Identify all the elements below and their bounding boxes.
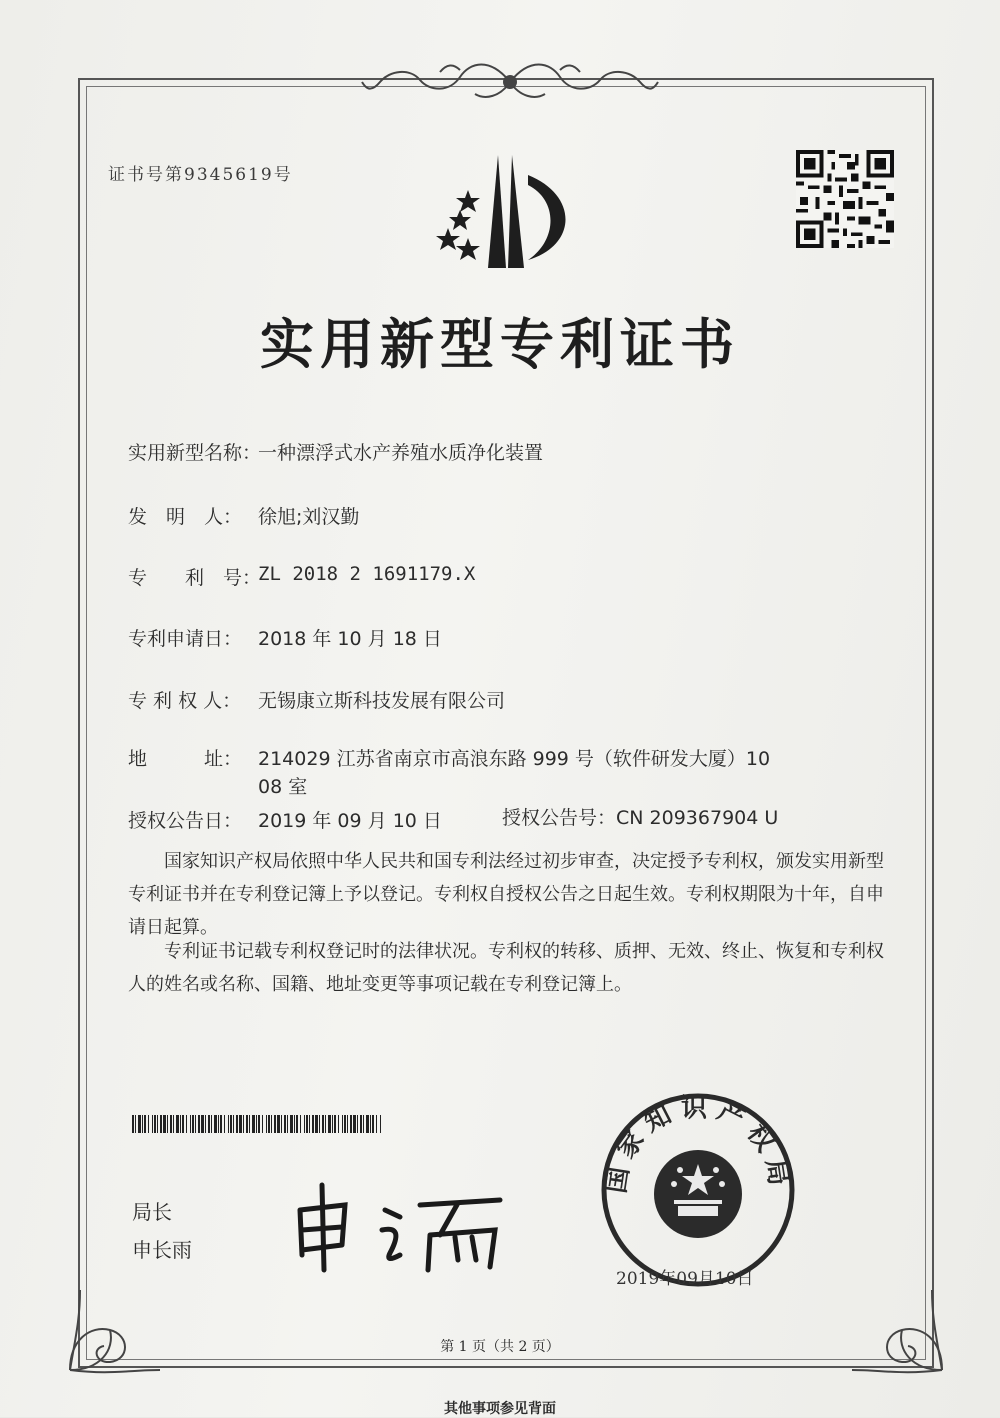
barcode-bar xyxy=(170,1115,172,1133)
barcode-bar xyxy=(370,1115,371,1133)
barcode-bar xyxy=(195,1115,196,1133)
field-value: 一种漂浮式水产养殖水质净化装置 xyxy=(258,442,544,464)
barcode-bar xyxy=(214,1115,217,1133)
barcode-bar xyxy=(290,1115,293,1133)
barcode-bar xyxy=(249,1115,250,1133)
field-inventor xyxy=(0,502,1000,532)
barcode-bar xyxy=(256,1115,257,1133)
barcode-bar xyxy=(357,1115,358,1133)
barcode-bar xyxy=(376,1115,377,1133)
barcode-bar xyxy=(208,1115,210,1133)
barcode-bar xyxy=(258,1115,260,1133)
barcode-bar xyxy=(201,1115,204,1133)
barcode-bar xyxy=(160,1115,162,1133)
barcode-bar xyxy=(154,1115,156,1133)
barcode-bar xyxy=(224,1115,225,1133)
field-label: 授权公告号： xyxy=(502,807,617,829)
barcode-bar xyxy=(309,1115,310,1133)
field-label: 授权公告日： xyxy=(128,810,243,832)
barcode-bar xyxy=(296,1115,298,1133)
barcode-bar xyxy=(173,1115,174,1133)
certificate-number: 证书号第9345619号 xyxy=(108,165,293,185)
barcode-bar xyxy=(315,1115,318,1133)
barcode-bar xyxy=(132,1115,134,1133)
barcode-bar xyxy=(294,1115,295,1133)
barcode-bar xyxy=(182,1115,184,1133)
barcode-bar xyxy=(319,1115,320,1133)
barcode-bar xyxy=(163,1115,166,1133)
field-address xyxy=(0,744,1000,804)
field-grant-number xyxy=(502,803,778,833)
field-value-line1: 214029 江苏省南京市高浪东路 999 号（软件研发大厦）10 xyxy=(258,748,771,770)
barcode-bar xyxy=(304,1115,305,1133)
barcode-bar xyxy=(211,1115,212,1133)
barcode-bar xyxy=(144,1115,146,1133)
barcode-bar xyxy=(205,1115,206,1133)
barcode-bar xyxy=(277,1115,280,1133)
barcode-bar xyxy=(380,1115,381,1133)
field-label: 发 明 人： xyxy=(128,506,243,528)
barcode-bar xyxy=(220,1115,222,1133)
barcode-bar xyxy=(338,1115,339,1133)
barcode-bar xyxy=(360,1115,362,1133)
signatory-title: 局长 xyxy=(132,1200,172,1224)
legal-paragraph-1: 国家知识产权局依照中华人民共和国专利法经过初步审查，决定授予专利权，颁发实用新型专利证书并在专利登记簿上予以登记。专利权自授权公告之日起生效。专利权期限为十年，自申请日起算。 xyxy=(128,851,884,938)
barcode-bar xyxy=(353,1115,356,1133)
barcode-bar xyxy=(300,1115,301,1133)
barcode-bar xyxy=(198,1115,200,1133)
barcode-bar xyxy=(236,1115,238,1133)
barcode-bar xyxy=(366,1115,369,1133)
barcode-bar xyxy=(268,1115,270,1133)
barcode-bar xyxy=(230,1115,232,1133)
barcode-bar xyxy=(138,1115,141,1133)
barcode-bar xyxy=(350,1115,352,1133)
field-label: 专 利 权 人： xyxy=(128,690,242,712)
barcode-bar xyxy=(233,1115,234,1133)
barcode-icon xyxy=(132,1115,384,1133)
seal-date: 2019年09月10日 xyxy=(616,1269,754,1289)
barcode-bar xyxy=(135,1115,136,1133)
barcode-bar xyxy=(266,1115,267,1133)
handwritten-signature-icon xyxy=(290,1175,510,1275)
footer-note: 其他事项参见背面 xyxy=(444,1401,556,1417)
barcode-bar xyxy=(186,1115,187,1133)
barcode-bar xyxy=(274,1115,276,1133)
page-indicator: 第 1 页（共 2 页） xyxy=(440,1339,560,1355)
barcode-bar xyxy=(252,1115,255,1133)
barcode-bar xyxy=(347,1115,348,1133)
barcode-bar xyxy=(322,1115,324,1133)
field-label: 专利申请日： xyxy=(128,628,243,650)
barcode-bar xyxy=(281,1115,282,1133)
barcode-bar xyxy=(334,1115,336,1133)
barcode-bar xyxy=(306,1115,308,1133)
barcode-bar xyxy=(176,1115,179,1133)
barcode-bar xyxy=(157,1115,158,1133)
top-ornament-icon xyxy=(360,52,660,112)
field-value: 无锡康立斯科技发展有限公司 xyxy=(258,690,506,712)
bottom-left-corner-ornament-icon xyxy=(60,1270,170,1380)
barcode-bar xyxy=(372,1115,374,1133)
official-seal-stamp-icon xyxy=(600,1092,796,1288)
field-label: 地 址： xyxy=(128,748,243,770)
barcode-bar xyxy=(246,1115,248,1133)
svg-text:国家知识产权局: 国家知识产权局 xyxy=(601,1093,795,1196)
barcode-bar xyxy=(344,1115,346,1133)
signatory-name: 申长雨 xyxy=(132,1238,192,1262)
barcode-bar xyxy=(148,1115,149,1133)
field-application-date xyxy=(0,624,1000,654)
qr-code-icon xyxy=(796,150,894,248)
certificate-title: 实用新型专利证书 xyxy=(260,313,740,376)
barcode-bar xyxy=(142,1115,143,1133)
barcode-bar xyxy=(218,1115,219,1133)
field-value: CN 209367904 U xyxy=(616,807,779,829)
legal-paragraph-2: 专利证书记载专利权登记时的法律状况。专利权的转移、质押、无效、终止、恢复和专利权人的姓名或名称、国籍、地址变更等事项记载在专利登记簿上。 xyxy=(128,941,884,995)
field-grant-date xyxy=(0,806,1000,836)
field-value: 徐旭;刘汉勤 xyxy=(258,506,360,528)
barcode-bar xyxy=(190,1115,191,1133)
field-utility-model-name xyxy=(0,438,1000,468)
barcode-bar xyxy=(243,1115,244,1133)
barcode-bar xyxy=(363,1115,364,1133)
barcode-bar xyxy=(342,1115,343,1133)
field-value: 2018 年 10 月 18 日 xyxy=(258,628,442,650)
barcode-bar xyxy=(180,1115,181,1133)
barcode-bar xyxy=(328,1115,331,1133)
barcode-bar xyxy=(284,1115,286,1133)
barcode-bar xyxy=(325,1115,326,1133)
barcode-bar xyxy=(287,1115,288,1133)
barcode-bar xyxy=(167,1115,168,1133)
patent-office-emblem-icon xyxy=(428,150,588,280)
field-label: 实用新型名称： xyxy=(128,442,262,464)
barcode-bar xyxy=(228,1115,229,1133)
barcode-bar xyxy=(152,1115,153,1133)
field-value-line2: 08 室 xyxy=(258,776,308,798)
barcode-bar xyxy=(271,1115,272,1133)
field-patent-holder xyxy=(0,686,1000,716)
barcode-bar xyxy=(332,1115,333,1133)
bottom-right-corner-ornament-icon xyxy=(842,1270,952,1380)
barcode-bar xyxy=(239,1115,242,1133)
barcode-bar xyxy=(262,1115,263,1133)
barcode-bar xyxy=(192,1115,194,1133)
field-value: 2019 年 09 月 10 日 xyxy=(258,810,442,832)
field-label: 专 利 号： xyxy=(128,567,262,589)
field-patent-number xyxy=(0,563,1000,593)
barcode-bar xyxy=(312,1115,314,1133)
field-value: ZL 2018 2 1691179.X xyxy=(258,563,476,585)
